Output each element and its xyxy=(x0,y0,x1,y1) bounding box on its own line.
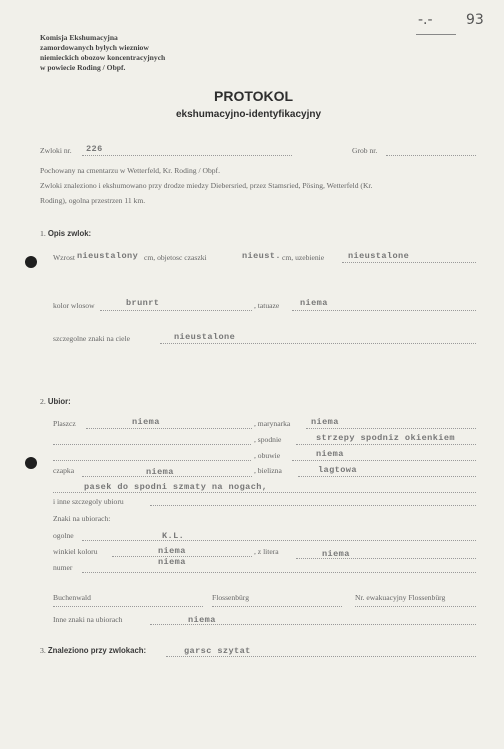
wzrost-unit: cm, objetosc czaszki xyxy=(144,253,207,262)
znaleziono-text-line-2: Roding), ogolna przestrzen 11 km. xyxy=(40,196,146,205)
section-3-heading xyxy=(40,646,146,655)
winkiel-value: niema xyxy=(158,546,186,556)
litera-label: , z litera xyxy=(254,547,279,556)
czapka-label: czapka xyxy=(53,466,75,475)
section-2-heading xyxy=(40,397,71,406)
plaszcz-value: niema xyxy=(132,417,160,427)
obuwie-value: niema xyxy=(316,449,344,459)
czaszka-unit: cm, uzebienie xyxy=(282,253,325,262)
tatuaze-value: niema xyxy=(300,298,328,308)
punch-hole-top xyxy=(25,256,37,268)
znaki-na-ubiorach-label: Znaki na ubiorach: xyxy=(53,514,111,523)
wzrost-value: nieustalony xyxy=(77,251,139,261)
section-3-title: Znaleziono przy zwlokach: xyxy=(47,646,147,655)
litera-value: niema xyxy=(322,549,350,559)
znaleziono-text-line-1: Zwloki znaleziono i ekshumowano przy drodze miedzy Diebersried, przez Stamsried, Pösing, Wetterfeld (Kr. xyxy=(40,181,373,190)
flossenburg-label: Flossenbürg xyxy=(212,593,249,602)
spodnie-label: , spodnie xyxy=(254,435,282,444)
bielizna-value: lagtowa xyxy=(318,465,357,475)
tatuaze-label: , tatuaze xyxy=(254,301,280,310)
page-number: 93 xyxy=(466,12,484,28)
ogolne-value: K.L. xyxy=(162,531,185,541)
kolor-wlosow-label: kolor wlosow xyxy=(53,301,95,310)
inne-znaki-label: Inne znaki na ubiorach xyxy=(53,615,123,624)
plaszcz-label: Plaszcz xyxy=(53,419,76,428)
bielizna-label: , bielizna xyxy=(254,466,282,475)
zwloki-label: Zwloki nr. xyxy=(40,146,72,155)
section-3-value: garsc szytat xyxy=(184,646,251,656)
section-2-title: Ubior: xyxy=(47,397,71,406)
section-1-heading xyxy=(40,229,91,238)
commission-line-3: niemieckich obozow koncentracyjnych xyxy=(40,53,166,62)
grob-label: Grob nr. xyxy=(352,146,378,155)
page-subtitle: ekshumacyjno-identyfikacyjny xyxy=(176,109,322,120)
obuwie-label: , obuwie xyxy=(254,451,281,460)
czaszka-value: nieust. xyxy=(242,251,281,261)
kolor-wlosow-value: brunrt xyxy=(126,298,160,308)
pochowany-text: Pochowany na cmentarzu w Wetterfeld, Kr. Roding / Obpf. xyxy=(40,166,220,175)
inne-szczegoly-value: pasek do spodni szmaty na nogach, xyxy=(84,482,268,492)
inne-szczegoly-label: i inne szczegoly ubioru xyxy=(53,497,124,506)
punch-hole-bottom xyxy=(25,457,37,469)
numer-value: niema xyxy=(158,557,186,567)
commission-line-2: zamordowanych bylych wiezniow xyxy=(40,43,149,52)
section-1-title: Opis zwlok: xyxy=(47,229,92,238)
commission-line-4: w powiecie Roding / Obpf. xyxy=(40,63,126,72)
wzrost-label: Wzrost xyxy=(53,253,75,262)
buchenwald-label: Buchenwald xyxy=(53,593,91,602)
ogolne-label: ogolne xyxy=(53,531,74,540)
zwloki-number: 226 xyxy=(86,144,103,154)
spodnie-value: strzepy spodniz okienkiem xyxy=(316,433,455,443)
ewakuacyjny-label: Nr. ewakuacyjny Flossenbürg xyxy=(355,593,446,602)
section-2-number: 2. xyxy=(40,397,46,406)
commission-line-1: Komisja Ekshumacyjna xyxy=(40,33,118,42)
winkiel-label: winkiel koloru xyxy=(53,547,98,556)
top-mark: -.- xyxy=(418,12,433,28)
uzebienie-value: nieustalone xyxy=(348,251,410,261)
czapka-value: niema xyxy=(146,467,174,477)
section-1-number: 1. xyxy=(40,229,46,238)
numer-label: numer xyxy=(53,563,73,572)
marynarka-value: niema xyxy=(311,417,339,427)
znaki-na-ciele-label: szczegolne znaki na ciele xyxy=(53,334,130,343)
page-title: PROTOKOL xyxy=(214,88,294,104)
inne-znaki-value: niema xyxy=(188,615,216,625)
section-3-number: 3. xyxy=(40,646,46,655)
page-number-underline xyxy=(416,34,456,35)
znaki-na-ciele-value: nieustalone xyxy=(174,332,236,342)
marynarka-label: , marynarka xyxy=(254,419,291,428)
